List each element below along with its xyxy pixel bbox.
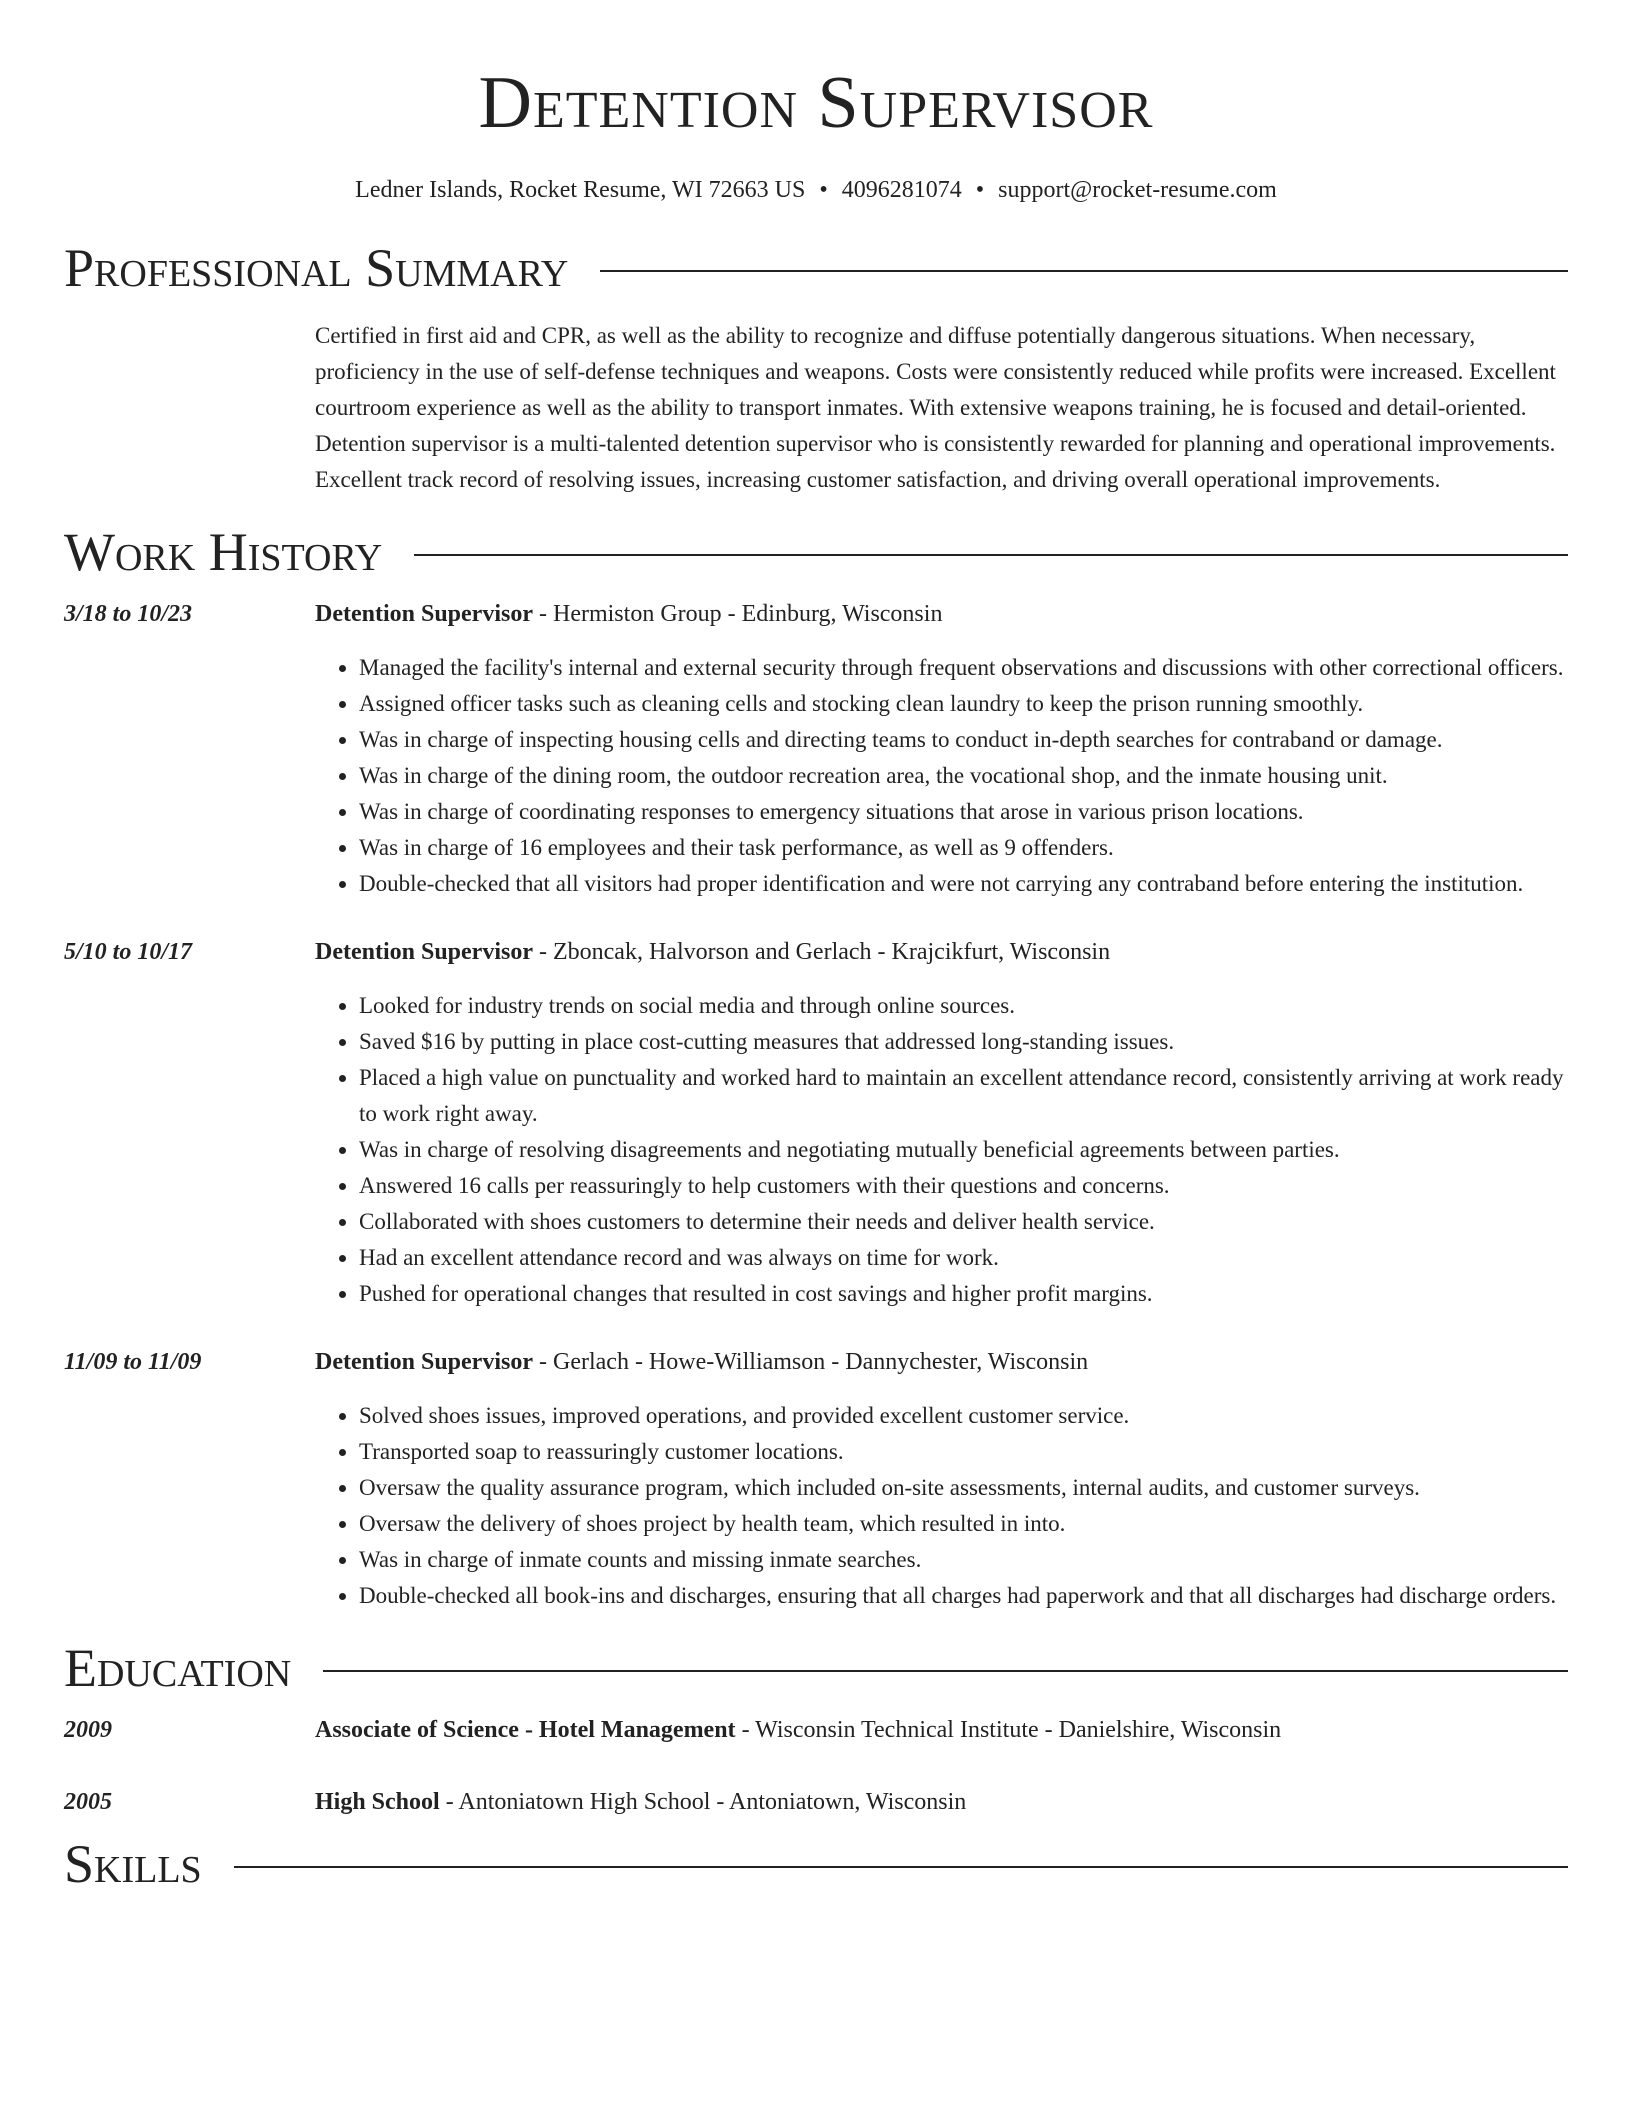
job-title-line [315, 1346, 1568, 1378]
education-title-line [315, 1714, 1568, 1746]
skills-section-header [64, 1832, 1568, 1896]
section-divider [323, 1670, 1568, 1672]
resume-page [64, 0, 1568, 1896]
education-year: 2009 [64, 1717, 112, 1743]
job-body [315, 936, 1568, 1312]
job-bullet: • Was in charge of the dining room, the outdoor recreation area, the vocational shop, and the inmate housing unit. [359, 758, 1568, 794]
skills-section-title: Skills [64, 1834, 202, 1894]
job-bullet: • Double-checked that all visitors had proper identification and were not carrying any contraband before entering the institution. [359, 866, 1568, 902]
job-bullet: • Looked for industry trends on social media and through online sources. [359, 988, 1568, 1024]
job-bullet-list [315, 988, 1568, 1312]
education-section-title: Education [64, 1638, 292, 1698]
contact-separator: • [819, 177, 828, 203]
education-details: - Wisconsin Technical Institute - Danielshire, Wisconsin [735, 1717, 1282, 1743]
section-divider [600, 270, 1568, 272]
contact-separator: • [975, 177, 985, 203]
job-bullet: • Oversaw the quality assurance program, which included on-site assessments, internal audits, and customer surveys. [359, 1470, 1568, 1506]
job-bullet: • Was in charge of resolving disagreements and negotiating mutually beneficial agreements between parties. [359, 1132, 1568, 1168]
job-role: Detention Supervisor [315, 601, 533, 627]
education-body [315, 1786, 1568, 1818]
contact-address: Ledner Islands, Rocket Resume, WI 72663 US [355, 177, 806, 203]
job-entry [64, 1346, 1568, 1614]
job-role: Detention Supervisor [315, 939, 533, 965]
summary-section-header [64, 236, 1568, 300]
summary-section-title: Professional Summary [64, 238, 569, 298]
contact-phone: 4096281074 [841, 177, 962, 203]
candidate-name: Detention Supervisor [478, 62, 1154, 144]
job-bullet: • Was in charge of inspecting housing cells and directing teams to conduct in-depth searches for contraband or damage. [359, 722, 1568, 758]
work-section-title: Work History [64, 522, 383, 582]
job-body [315, 598, 1568, 902]
education-degree: Associate of Science - Hotel Management [315, 1717, 736, 1743]
job-bullet: • Managed the facility's internal and external security through frequent observations and discussions with other correctional officers. [359, 650, 1568, 686]
job-bullet: • Solved shoes issues, improved operations, and provided excellent customer service. [359, 1398, 1568, 1434]
job-bullet: • Transported soap to reassuringly customer locations. [359, 1434, 1568, 1470]
job-details: - Zboncak, Halvorson and Gerlach - Krajcikfurt, Wisconsin [533, 939, 1111, 965]
job-bullet-list [315, 650, 1568, 902]
job-role: Detention Supervisor [315, 1349, 533, 1375]
job-bullet: • Had an excellent attendance record and was always on time for work. [359, 1240, 1568, 1276]
job-dates: 3/18 to 10/23 [64, 601, 193, 627]
job-bullet: • Pushed for operational changes that resulted in cost savings and higher profit margins. [359, 1276, 1568, 1312]
job-title-line [315, 598, 1568, 630]
job-bullet: • Was in charge of 16 employees and their task performance, as well as 9 offenders. [359, 830, 1568, 866]
job-details: - Gerlach - Howe-Williamson - Dannychester, Wisconsin [533, 1349, 1089, 1375]
job-bullet: • Oversaw the delivery of shoes project by health team, which resulted in into. [359, 1506, 1568, 1542]
job-bullet: • Assigned officer tasks such as cleaning cells and stocking clean laundry to keep the prison running smoothly. [359, 686, 1568, 722]
education-entry [64, 1786, 1568, 1818]
job-bullet: • Was in charge of inmate counts and missing inmate searches. [359, 1542, 1568, 1578]
job-bullet: • Was in charge of coordinating responses to emergency situations that arose in various prison locations. [359, 794, 1568, 830]
job-body [315, 1346, 1568, 1614]
job-bullet: • Placed a high value on punctuality and worked hard to maintain an excellent attendance record, consistently arriving at work ready to work right away. [359, 1060, 1568, 1132]
job-bullet: • Answered 16 calls per reassuringly to help customers with their questions and concerns. [359, 1168, 1568, 1204]
education-year: 2005 [64, 1789, 112, 1815]
section-divider [414, 554, 1568, 556]
job-dates: 11/09 to 11/09 [64, 1349, 202, 1375]
job-details: - Hermiston Group - Edinburg, Wisconsin [533, 601, 943, 627]
contact-line [64, 174, 1568, 206]
contact-email: support@rocket-resume.com [998, 177, 1277, 203]
job-entry [64, 936, 1568, 1312]
job-dates: 5/10 to 10/17 [64, 939, 193, 965]
summary-text: Certified in first aid and CPR, as well as the ability to recognize and diffuse potentially dangerous situations. When necessary, proficiency in the use of self-defense techniques and weapons. Costs were consistently reduced while profits were increased. Excellent courtroom experience as well as the ability to transport inmates. With extensive weapons training, he is focused and detail-oriented. Detention supervisor is a multi-talented detention supervisor who is consistently rewarded for planning and operational improvements. Excellent track record of resolving issues, increasing customer satisfaction, and driving overall operational improvements. [315, 323, 1556, 492]
job-bullet: • Double-checked all book-ins and discharges, ensuring that all charges had paperwork and that all discharges had discharge orders. [359, 1578, 1568, 1614]
job-bullet: • Saved $16 by putting in place cost-cutting measures that addressed long-standing issues. [359, 1024, 1568, 1060]
education-degree: High School [315, 1789, 440, 1815]
job-bullet-list [315, 1398, 1568, 1614]
education-title-line [315, 1786, 1568, 1818]
education-details: - Antoniatown High School - Antoniatown, Wisconsin [439, 1789, 967, 1815]
job-entry [64, 598, 1568, 902]
education-section-header [64, 1636, 1568, 1700]
job-bullet: • Collaborated with shoes customers to determine their needs and deliver health service. [359, 1204, 1568, 1240]
education-body [315, 1714, 1568, 1746]
work-section-header [64, 520, 1568, 584]
job-title-line [315, 936, 1568, 968]
section-divider [234, 1866, 1568, 1868]
education-entry [64, 1714, 1568, 1746]
